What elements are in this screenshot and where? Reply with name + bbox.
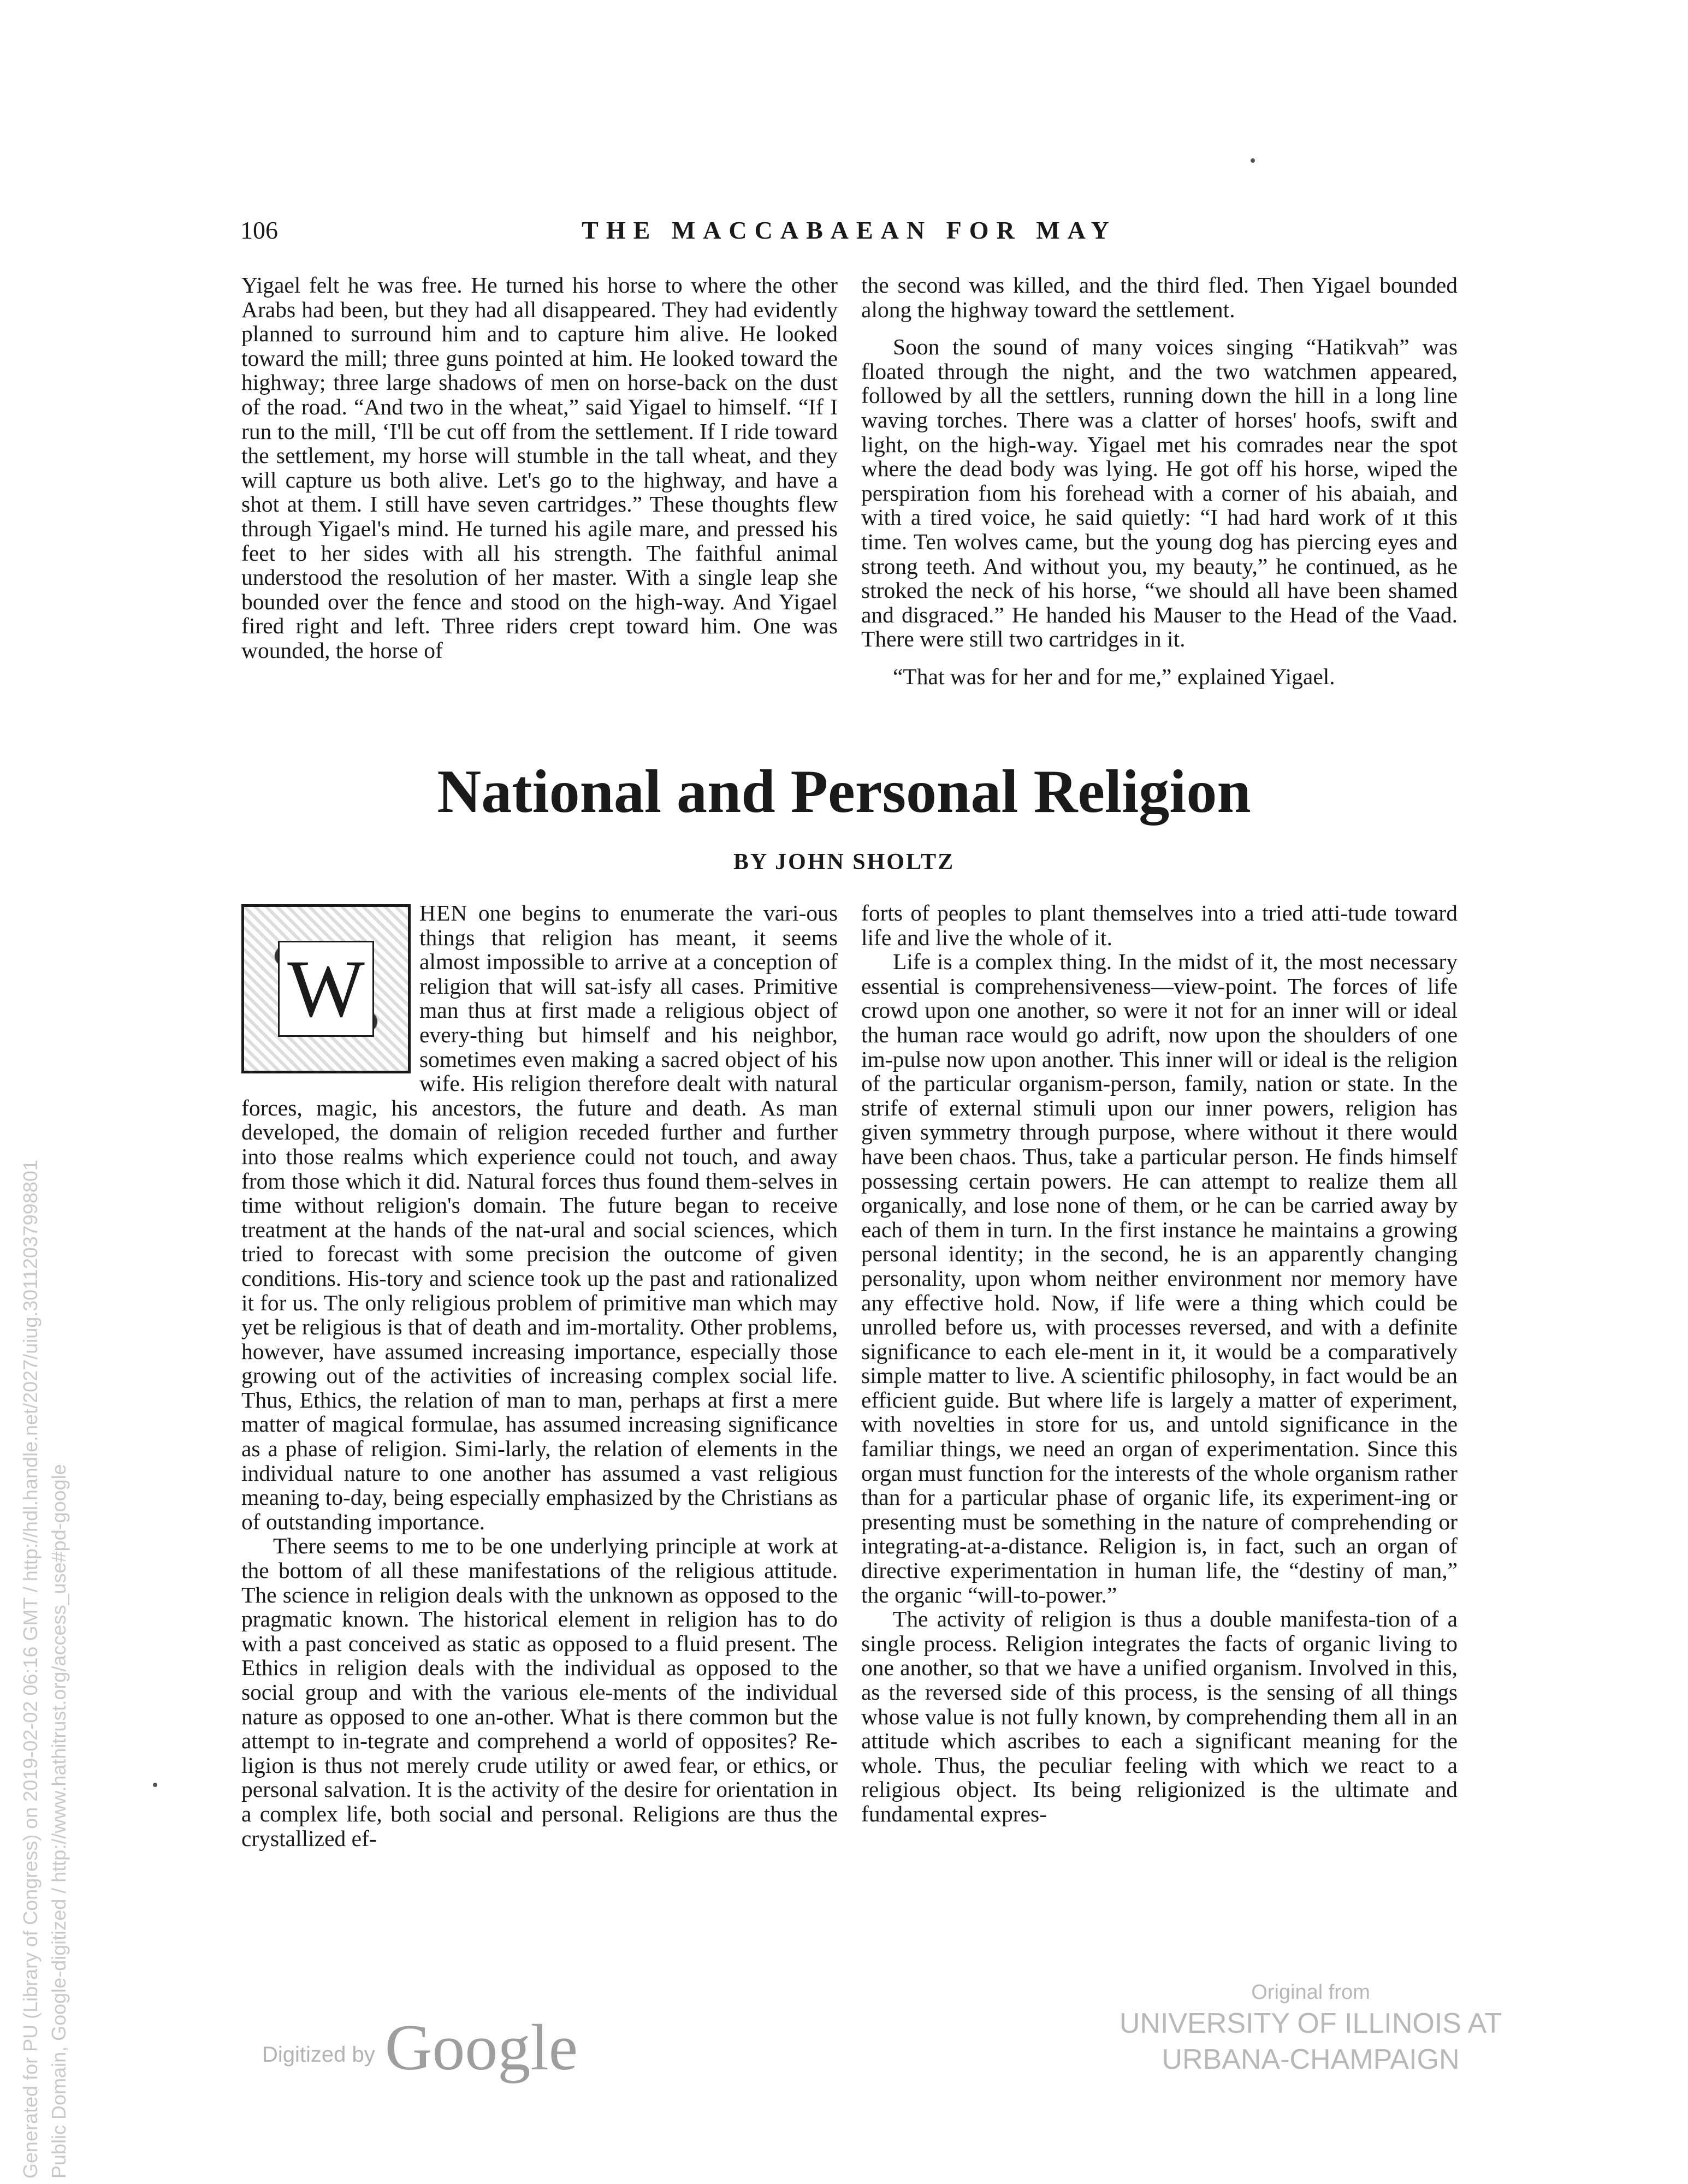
page-number: 106 <box>240 216 278 244</box>
ornamental-drop-cap <box>241 904 411 1073</box>
scan-speck <box>153 1783 157 1787</box>
story-paragraph: Soon the sound of many voices singing “Hatikvah” was floated through the night, and the two watchmen appeared, followed by all the settlers, running down the hill in a long line waving torches. There was a clatter of horses' hoofs, swift and light, on the high-way. Yigael met his comrades near the spot where the dead body was lying. He got off his horse, wiped the perspiration fıom his forehead with a corner of his abaiah, and with a tired voice, he said quietly: “I had hard work of ıt this time. Ten wolves came, but the young dog has piercing eyes and strong teeth. And without you, my beauty,” he continued, as he stroked the neck of his horse, “we should all have been shamed and disgraced.” He handed his Mauser to the Head of the Vaad. There were still two cartridges in it. <box>861 334 1458 652</box>
lead-word: HEN <box>419 900 468 925</box>
institution-line: UNIVERSITY OF ILLINOIS AT <box>1119 2008 1502 2039</box>
scan-speck <box>1251 158 1255 163</box>
article-paragraph-text: one begins to enumerate the vari-ous things that religion has meant, it seems almost impossible to arrive at a conception of religion that will sat-isfy all cases. Primitive man thus at first made a religious object of every-thing but himself and his neighbor, sometimes even making a sacred object of his wife. His religion therefore dealt with natural forces, magic, his ancestors, the future and death. As man developed, the domain of religion receded further and further into those realms which experience could not touch, and away from those which it did. Natural forces thus found them-selves in time without religion's domain. The future began to receive treatment at the hands of the nat-ural and social sciences, which tried to forecast with some precision the outcome of given conditions. His-tory and science took up the past and rationalized it for us. The only religious problem of primitive man which may yet be religious is that of death and im-mortality. Other problems, however, have assumed increasing importance, especially those growing out of the activities of increasing complex social life. Thus, Ethics, the relation of man to man, perhaps at first a mere matter of magical formulae, has assumed increasing significance as a phase of religion. Simi-larly, the relation of elements in the individual nature to one another has assumed a vast religious meaning to-day, being especially emphasized by the Christians as of outstanding importance. <box>241 900 838 1534</box>
google-logo: Google <box>384 2011 578 2084</box>
story-column-right <box>861 273 1458 689</box>
story-column-left <box>241 273 838 663</box>
article-column-right <box>861 901 1458 1826</box>
article-title: National and Personal Religion <box>437 758 1251 826</box>
drop-cap-letter: W <box>278 941 374 1037</box>
article-paragraph: There seems to me to be one underlying principle at work at the bottom of all these manifestations of the religious attitude. The science in religion deals with the unknown as opposed to the pragmatic known. The historical element in religion has to do with a past conceived as static as opposed to a fluid present. The Ethics in religion deals with the individual as opposed to the social group and with the various ele-ments of the individual nature as opposed to one an-other. What is there common but the attempt to in-tegrate and comprehend a world of opposites? Re-ligion is thus not merely crude utility or awed fear, or ethics, or personal salvation. It is the activity of the desire for orientation in a complex life, both social and personal. Religions are thus the crystallized ef- <box>241 1533 838 1851</box>
article-paragraph: Life is a complex thing. In the midst of it, the most necessary essential is comprehensiveness—view-point. The forces of life crowd upon one another, so were it not for an inner will or ideal the human race would go adrift, now upon the shoulders of one im-pulse now upon another. This inner will or ideal is the religion of the particular organism-person, family, nation or state. In the strife of external stimuli upon our inner powers, religion has given symmetry through purpose, where without it there would have been chaos. Thus, take a particular person. He finds himself possessing certain powers. He can attempt to realize them all organically, and lose none of them, or he can be carried away by each of them in turn. In the first instance he maintains a growing personal identity; in the second, he is an apparently changing personality, upon whom neither environment nor memory have any effective hold. Now, if life were a thing which could be unrolled before us, with processes reversed, and with a definite significance to each ele-ment in it, it would be a comparatively simple matter to live. A scientific philosophy, in fact would be an efficient guide. But where life is largely a matter of experiment, with novelties in store for us, and untold significance in the familiar things, we need an organ of experimentation. Since this organ must function for the interests of the whole organism rather than for a particular phase of organic life, its experiment-ing or presenting must be something in the nature of comprehending or integrating-at-a-distance. Religion is, in fact, such an organ of directive experimentation in human life, the “destiny of man,” the organic “will-to-power.” <box>861 949 1458 1607</box>
story-paragraph: the second was killed, and the third fled. Then Yigael bounded along the highway toward the settlement. <box>861 272 1458 322</box>
article-column-left <box>241 901 838 1850</box>
watermark-line: Public Domain, Google-digitized / http://www.hathitrust.org/access_use#pd-google <box>48 1464 70 2179</box>
page-header <box>240 216 1458 259</box>
original-from-label: Original from <box>1251 1981 1370 2004</box>
article-paragraph: The activity of religion is thus a double manifesta-tion of a single process. Religion integrates the facts of organic living to one another, so that we have a unified organism. Involved in this, as the reversed side of this process, is the sensing of all things whose value is not fully known, by comprehending them all in an attitude which ascribes to each a significant meaning for the whole. Thus, the peculiar feeling with which we react to a religious object. Its being religionized is the ultimate and fundamental expres- <box>861 1606 1458 1826</box>
original-from-block <box>1038 1979 1584 2078</box>
story-paragraph: Yigael felt he was free. He turned his horse to where the other Arabs had been, but they had all disappeared. They had evidently planned to surround him and to capture him alive. He looked toward the mill; three guns pointed at him. He looked toward the highway; three large shadows of men on horse-back on the dust of the road. “And two in the wheat,” said Yigael to himself. “If I run to the mill, ‘I'll be cut off from the settlement. If I ride toward the settlement, my horse will stumble in the tall wheat, and they will capture us both alive. Let's go to the highway, and have a shot at them. I still have seven cartridges.” These thoughts flew through Yigael's mind. He turned his agile mare, and pressed his feet to her sides with all his strength. The faithful animal understood the resolution of her master. With a single leap she bounded over the fence and stood on the high-way. And Yigael fired right and left. Three riders crept toward him. One was wounded, the horse of <box>241 272 838 663</box>
article-paragraph: forts of peoples to plant themselves into a tried atti-tude toward life and live the whole of it. <box>861 900 1458 950</box>
digitized-by-label: Digitized by <box>262 2043 375 2067</box>
hathitrust-watermark <box>16 1160 73 2179</box>
running-head: THE MACCABAEAN FOR MAY <box>582 216 1117 244</box>
story-paragraph: “That was for her and for me,” explained Yigael. <box>893 663 1335 689</box>
watermark-line: Generated for PU (Library of Congress) on 2019-02-02 06:16 GMT / http://hdl.handle.net/2027/uiug.30112037998801 <box>19 1160 42 2179</box>
digitized-by-google <box>262 2011 578 2084</box>
article-byline: BY JOHN SHOLTZ <box>733 850 955 875</box>
institution-line: URBANA-CHAMPAIGN <box>1162 2044 1460 2075</box>
